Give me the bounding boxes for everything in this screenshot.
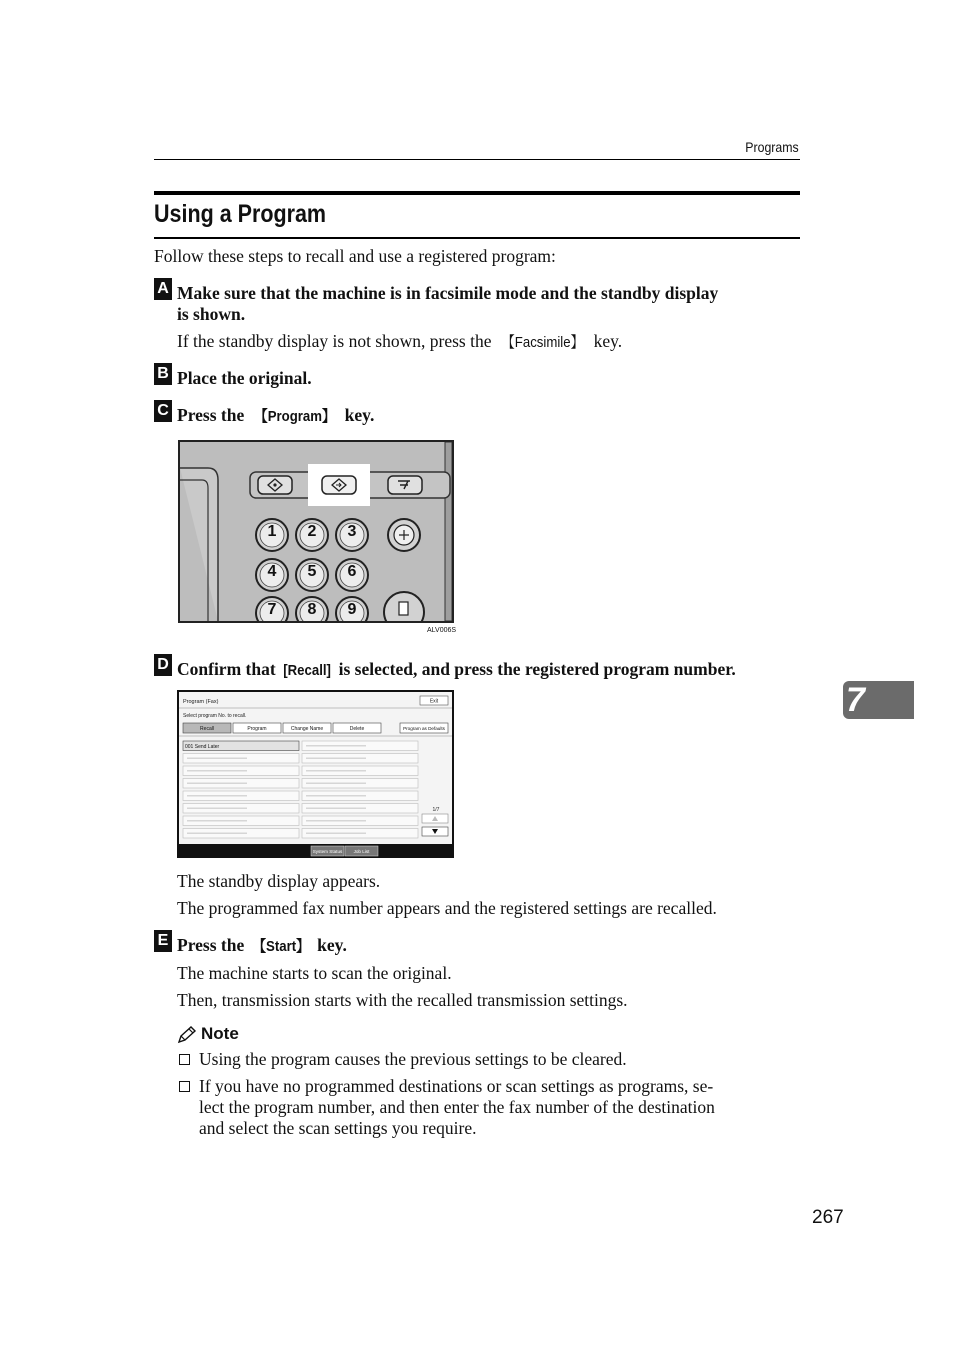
intro-text: Follow these steps to recall and use a registered program: [154,246,556,266]
system-status-label: System Status [312,849,343,854]
recall-key-label: [Recall] [283,662,331,679]
step-2-text: Place the original. [177,368,312,388]
note-item-2-line3: and select the scan settings you require. [199,1118,477,1138]
svg-text:8: 8 [307,601,317,618]
header-rule [154,159,800,160]
svg-text:5: 5 [307,563,317,580]
program-slot-placeholder [306,833,366,835]
step-5-text [177,935,347,957]
program-slot-placeholder [187,833,247,835]
note-header [177,1024,239,1044]
start-key-label: 【Start】 [252,938,309,955]
svg-text:6: 6 [347,563,357,580]
start-button [384,592,424,621]
note-item-2-line2: lect the program number, and then enter the fax number of the destination [199,1097,715,1117]
svg-text:4: 4 [267,563,277,580]
step-1-line1: Make sure that the machine is in facsimile mode and the standby display [177,283,719,303]
step-1-detail [177,331,622,353]
step-4-after: is selected, and press the registered program number. [334,659,736,679]
program-slot-placeholder [187,783,247,785]
note-heading: Note [201,1024,239,1043]
program-button [322,476,356,494]
step-5-result-2: Then, transmission starts with the recalled transmission settings. [177,990,628,1010]
recall-tab-label: Recall [200,726,214,732]
numeric-keypad [256,519,368,621]
exit-label: Exit [429,698,439,705]
step-4-before: Confirm that [177,659,281,679]
program-defaults-label: Program as Defaults [403,726,445,731]
recall-screen-drawing [177,690,454,858]
svg-text:2: 2 [307,523,317,540]
step-4-result-1: The standby display appears. [177,871,381,891]
section-title: Using a Program [154,200,327,228]
program-tab-label: Program [247,726,267,732]
program-slot-placeholder [187,758,247,760]
note-bullet-1 [179,1054,190,1065]
step-4-result-2: The programmed fax number appears and the registered settings are recalled. [177,898,717,918]
job-list-label: Job List [353,849,370,854]
keypad-key-9 [336,597,368,621]
step-3-badge: C [154,400,172,422]
screen-title: Program (Fax) [183,699,219,705]
program-recall-screen [177,690,454,858]
step-2-badge: B [154,363,172,385]
step-4-text [177,659,736,681]
step-1-badge: A [154,278,172,300]
program-slot-placeholder [187,770,247,772]
svg-text:3: 3 [347,523,357,540]
keypad-key-6 [336,559,368,591]
running-header: Programs [745,139,799,155]
program-slot-placeholder [187,808,247,810]
step-3-after: key. [340,405,375,425]
keypad-key-7 [256,597,288,621]
program-item-001: 001 Send Later [185,744,220,750]
keypad-key-4 [256,559,288,591]
chapter-number: 7 [846,681,865,719]
program-slot-placeholder [306,783,366,785]
step-4-badge: D [154,654,172,676]
step-5-result-1: The machine starts to scan the original. [177,963,452,983]
note-bullet-2 [179,1081,190,1092]
keypad-key-2 [296,519,328,551]
step-1-detail-after: key. [589,331,623,351]
page-indicator: 1/7 [432,807,440,813]
step-1-line2: is shown. [177,304,246,324]
program-slot-placeholder [306,795,366,797]
svg-text:9: 9 [347,601,357,618]
step-1-detail-before: If the standby display is not shown, press the [177,331,496,351]
page-number: 267 [812,1207,844,1228]
program-slot-placeholder [306,770,366,772]
program-slot-placeholder [306,745,366,747]
section-rule-top [154,191,800,195]
delete-tab-label: Delete [349,726,365,732]
note-item-1: Using the program causes the previous settings to be cleared. [199,1049,627,1069]
left-function-button [258,476,292,494]
step-3-text [177,405,374,427]
control-panel-drawing [180,442,452,621]
clear-stop-button [388,519,420,551]
facsimile-key-label: 【Facsimile】 [501,334,584,351]
program-key-label: 【Program】 [254,408,335,425]
keypad-key-5 [296,559,328,591]
program-slot-placeholder [306,808,366,810]
pencil-icon [177,1026,197,1044]
control-panel-figure [178,440,454,623]
program-slot-placeholder [187,820,247,822]
step-5-badge: E [154,930,172,952]
step-3-before: Press the [177,405,249,425]
program-slot-placeholder [187,795,247,797]
change-name-tab-label: Change Name [290,726,324,732]
keypad-key-3 [336,519,368,551]
figure-1-caption: ALV006S [427,627,457,634]
program-slot-placeholder [306,758,366,760]
keypad-key-8 [296,597,328,621]
step-5-after: key. [312,935,347,955]
step-5-before: Press the [177,935,249,955]
screen-prompt: Select program No. to recall. [183,713,247,719]
program-slot-placeholder [306,820,366,822]
section-rule-bottom [154,237,800,239]
right-function-button [388,476,422,494]
svg-text:7: 7 [267,601,277,618]
keypad-key-1 [256,519,288,551]
svg-text:1: 1 [267,523,277,540]
note-item-2-line1: If you have no programmed destinations or scan settings as programs, se- [199,1076,714,1096]
